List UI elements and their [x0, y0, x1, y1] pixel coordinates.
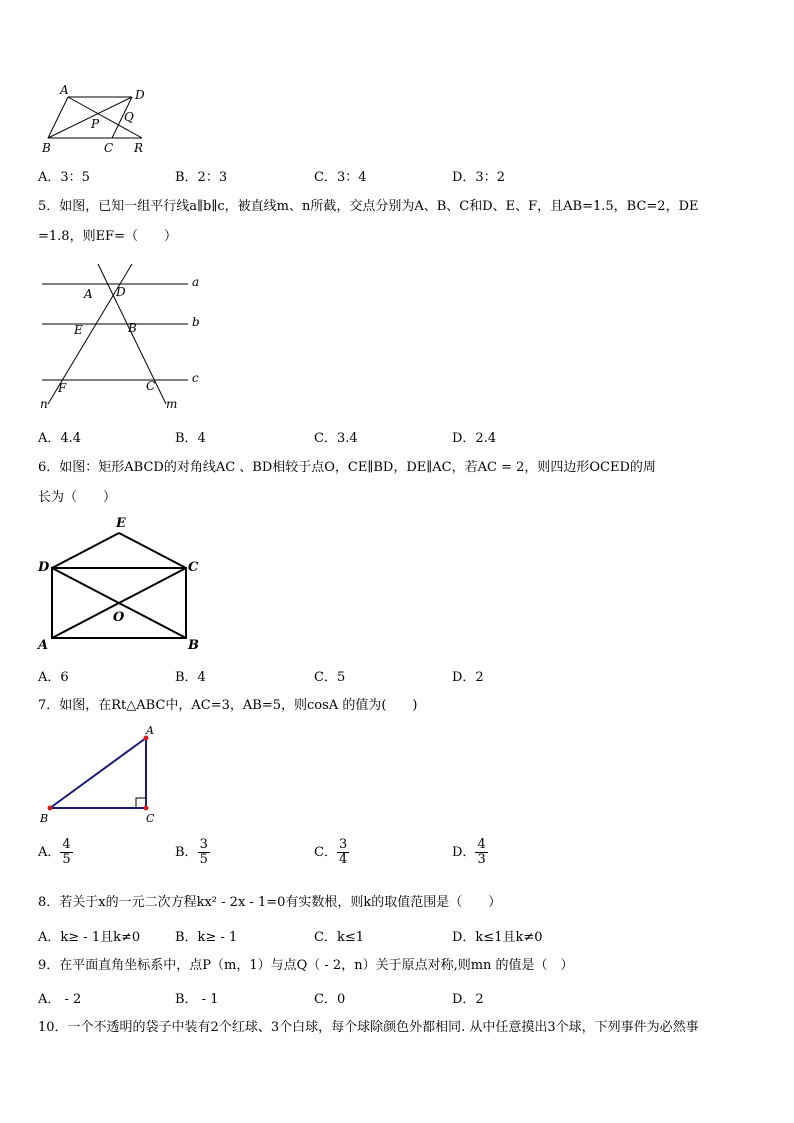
q8-option-b[interactable]: B．k≥ - 1 [175, 930, 238, 945]
q5-label-D: D [116, 285, 126, 299]
q4-label-B: B [42, 141, 51, 155]
q5-option-d[interactable]: D．2.4 [452, 431, 497, 446]
q5-label-m: m [166, 397, 178, 411]
q9-option-b[interactable]: B． - 1 [175, 992, 219, 1007]
q5-label-C: C [146, 379, 156, 393]
q5-label-A: A [84, 287, 93, 301]
q4-label-R: R [134, 141, 144, 155]
q9-option-c[interactable]: C．0 [314, 992, 346, 1007]
q9-question-line1: 9．在平面直角坐标系中，点P（m，1）与点Q（ - 2，n）关于原点对称,则mn 的值是（ ） [38, 958, 574, 973]
q7-right-triangle-figure [36, 722, 176, 826]
q6-option-d[interactable]: D．2 [452, 670, 484, 685]
q4-parallelogram-figure [36, 84, 156, 156]
q4-option-c[interactable]: C．3：4 [314, 170, 367, 185]
q4-option-b[interactable]: B．2：3 [175, 170, 228, 185]
q4-label-C: C [104, 141, 114, 155]
q5-label-n: n [40, 397, 48, 411]
q6-label-O: O [113, 610, 125, 625]
q7-question-line1: 7．如图，在Rt△ABC中，AC=3，AB=5，则cosA 的值为( ) [38, 698, 418, 713]
q6-question-line2: 长为（ ） [38, 490, 117, 505]
q5-label-E: E [74, 323, 83, 337]
q7-option-a[interactable]: A． $\frac{4}{5}$ [38, 837, 71, 867]
q4-option-d[interactable]: D．3：2 [452, 170, 505, 185]
q5-label-a: a [192, 275, 200, 289]
q8-option-c[interactable]: C．k≤1 [314, 930, 364, 945]
q5-parallel-lines-figure [36, 262, 216, 412]
q4-label-D: D [135, 88, 145, 102]
q6-label-C: C [188, 560, 199, 575]
q5-label-B: B [128, 321, 137, 335]
q5-label-b: b [192, 315, 200, 329]
q6-option-b[interactable]: B．4 [175, 670, 206, 685]
q5-option-a[interactable]: A．4.4 [38, 431, 82, 446]
q9-option-d[interactable]: D．2 [452, 992, 484, 1007]
q7-option-b[interactable]: B． $\frac{3}{5}$ [175, 837, 208, 867]
q6-label-E: E [116, 516, 126, 531]
q9-option-a[interactable]: A． - 2 [38, 992, 82, 1007]
q5-question-line2: =1.8，则EF=（ ） [38, 229, 177, 244]
q5-option-c[interactable]: C．3.4 [314, 431, 358, 446]
q6-option-c[interactable]: C．5 [314, 670, 346, 685]
q7-label-A: A [146, 724, 154, 737]
q8-question-line1: 8．若关于x的一元二次方程kx² - 2x - 1=0有实数根，则k的取值范围是（ ） [38, 895, 502, 910]
q8-option-d[interactable]: D．k≤1且k≠0 [452, 930, 543, 945]
q4-option-a[interactable]: A．3：5 [38, 170, 90, 185]
q6-rectangle-figure [34, 513, 214, 653]
q7-label-C: C [146, 812, 155, 825]
q6-question-line1: 6．如图：矩形ABCD的对角线AC 、BD相较于点O，CE∥BD，DE∥AC，若AC = 2，则四边形OCED的周 [38, 460, 656, 475]
q4-label-A: A [60, 83, 69, 97]
q8-option-a[interactable]: A．k≥ - 1且k≠0 [38, 930, 141, 945]
q6-label-B: B [188, 638, 199, 653]
q5-label-c: c [192, 371, 199, 385]
q5-question-line1: 5．如图，已知一组平行线a∥b∥c，被直线m、n所截，交点分别为A、B、C和D、E、F，且AB=1.5，BC=2，DE [38, 199, 699, 214]
q7-option-d[interactable]: D． $\frac{4}{3}$ [452, 837, 486, 867]
q10-question-line1: 10．一个不透明的袋子中装有2个红球、3个白球，每个球除颜色外都相同. 从中任意摸出3个球，下列事件为必然事 [38, 1020, 699, 1035]
q5-option-b[interactable]: B．4 [175, 431, 206, 446]
q5-label-F: F [58, 381, 67, 395]
q6-label-A: A [38, 638, 49, 653]
q4-label-P: P [91, 117, 100, 131]
q4-label-Q: Q [124, 110, 134, 124]
q6-option-a[interactable]: A．6 [38, 670, 69, 685]
q6-label-D: D [38, 560, 50, 575]
q7-option-c[interactable]: C． $\frac{3}{4}$ [314, 837, 348, 867]
q7-label-B: B [40, 812, 49, 825]
